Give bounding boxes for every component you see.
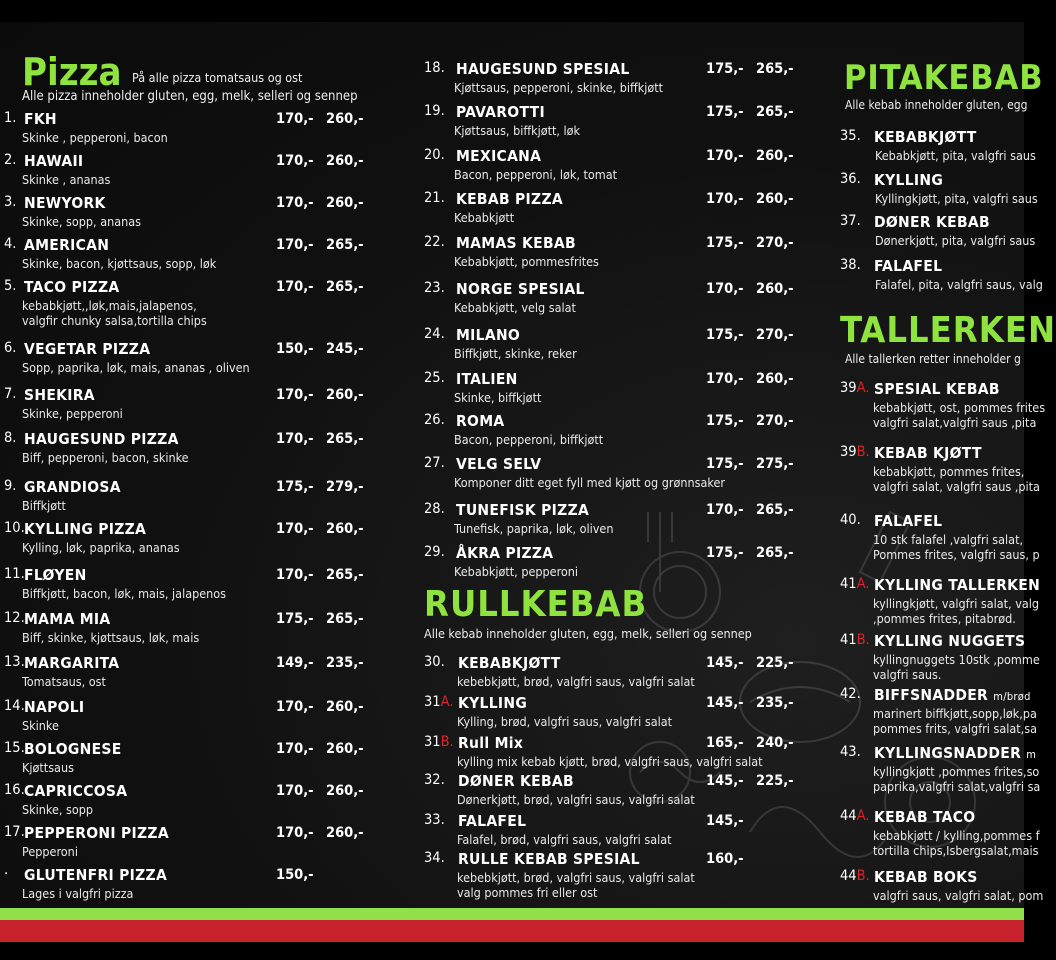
price-small: 170,-: [276, 567, 314, 583]
item-description: Tomatsaus, ost: [22, 674, 106, 689]
pitakebab-title: PITAKEBAB: [844, 58, 1044, 98]
price-large: 225,-: [756, 773, 794, 789]
item-number: 13.: [4, 654, 25, 670]
price-large: 270,-: [756, 235, 794, 251]
price-small: 175,-: [706, 327, 744, 343]
item-description: kyllingkjøtt ,pommes frites,so: [873, 764, 1040, 779]
price-small: 170,-: [706, 148, 744, 164]
item-name: ÅKRA PIZZA: [456, 544, 554, 562]
item-number: 41A.: [840, 576, 870, 592]
price-large: 260,-: [756, 281, 794, 297]
item-number: 15.: [4, 740, 25, 756]
item-name: TUNEFISK PIZZA: [456, 501, 590, 519]
item-number: 11.: [4, 566, 25, 582]
item-number: 3.: [4, 194, 17, 210]
price-large: 260,-: [326, 699, 364, 715]
menu-board: [0, 22, 1056, 908]
item-number-suffix: A.: [856, 808, 870, 824]
menu-item: [840, 686, 1037, 738]
item-number: 31A.: [424, 694, 454, 710]
item-description: kebabkjøtt, pommes frites,: [873, 464, 1025, 479]
item-name: TACO PIZZA: [24, 278, 120, 296]
price-small: 170,-: [276, 111, 314, 127]
price-large: 260,-: [326, 111, 364, 127]
price-small: 145,-: [706, 655, 744, 671]
item-number: 43.: [840, 744, 861, 760]
item-number: 12.: [4, 610, 25, 626]
item-description: kyllingnuggets 10stk ,pomme: [873, 652, 1040, 667]
item-description: Biffkjøtt: [22, 498, 66, 513]
item-description: Bacon, pepperoni, løk, tomat: [454, 167, 618, 182]
item-name: KEBABKJØTT: [874, 128, 977, 146]
item-description: Skinke , pepperoni, bacon: [22, 130, 168, 145]
item-description: Kjøttsaus: [22, 760, 74, 775]
price-small: 170,-: [706, 281, 744, 297]
price-large: 260,-: [326, 195, 364, 211]
rullkebab-allergen-note: Alle kebab inneholder gluten, egg, melk, selleri og sennep: [424, 626, 752, 641]
item-name: MEXICANA: [456, 147, 542, 165]
item-description: Dønerkjøtt, brød, valgfri saus, valgfri salat: [457, 792, 695, 807]
item-description: kebabkjøtt,,løk,mais,jalapenos,: [22, 298, 197, 313]
item-description: kyllingkjøtt, valgfri salat, valg: [873, 596, 1040, 611]
price-large: 235,-: [756, 695, 794, 711]
menu-item: [840, 808, 1040, 860]
item-description: Skinke: [22, 718, 59, 733]
item-number-suffix: A.: [440, 694, 454, 710]
menu-item: [4, 866, 404, 906]
price-large: 260,-: [326, 153, 364, 169]
item-name-note: m: [1026, 748, 1037, 761]
menu-item: [424, 501, 804, 541]
item-name: SPESIAL KEBAB: [874, 380, 1000, 398]
item-number: 6.: [4, 340, 17, 356]
price-large: 279,-: [326, 479, 364, 495]
item-number: 39A.: [840, 380, 870, 396]
item-number: 9.: [4, 478, 17, 494]
menu-item: [424, 772, 804, 812]
price-large: 265,-: [326, 279, 364, 295]
menu-item: [840, 632, 1040, 684]
item-description-line2: paprika,valgfri salat,valgfri sa: [873, 779, 1041, 794]
menu-item: [424, 654, 804, 694]
item-number: 10.: [4, 520, 25, 536]
item-description: Skinke, sopp, ananas: [22, 214, 141, 229]
item-name: BIFFSNADDER m/brød: [874, 686, 1031, 704]
item-description: Kebabkjøtt: [454, 210, 515, 225]
price-small: 175,-: [706, 413, 744, 429]
item-name: FALAFEL: [458, 812, 527, 830]
item-name: MAMA MIA: [24, 610, 111, 628]
price-small: 175,-: [276, 611, 314, 627]
price-small: 170,-: [276, 195, 314, 211]
price-small: 170,-: [276, 783, 314, 799]
pitakebab-allergen-note: Alle kebab inneholder gluten, egg: [845, 98, 1028, 112]
menu-item: [4, 698, 404, 738]
item-description: Kjøttsaus, biffkjøtt, løk: [454, 123, 581, 138]
item-description-line2: valgfri saus.: [873, 667, 942, 682]
item-description: Biffkjøtt, skinke, reker: [454, 346, 577, 361]
menu-item: [840, 257, 1043, 297]
item-name: MAMAS KEBAB: [456, 234, 576, 252]
price-small: 170,-: [276, 237, 314, 253]
item-number: 42.: [840, 686, 861, 702]
item-number: 39B.: [840, 444, 870, 460]
item-name: CAPRICCOSA: [24, 782, 128, 800]
item-number: 26.: [424, 412, 445, 428]
item-name: KEBAB TACO: [874, 808, 976, 826]
item-description-line2: valgfri salat, valgfri saus ,pita: [873, 479, 1040, 494]
item-description: Biff, skinke, kjøttsaus, løk, mais: [22, 630, 200, 645]
price-small: 170,-: [276, 153, 314, 169]
menu-item: [424, 812, 804, 852]
tallerken-title: TALLERKEN: [840, 310, 1056, 351]
menu-item: [4, 110, 404, 150]
item-name: NAPOLI: [24, 698, 85, 716]
item-number: 37.: [840, 213, 861, 229]
item-number: 36.: [840, 171, 861, 187]
price-small: 170,-: [276, 521, 314, 537]
item-number: 23.: [424, 280, 445, 296]
item-number: 17.: [4, 824, 25, 840]
item-description: Kebabkjøtt, pita, valgfri saus: [875, 148, 1036, 163]
menu-item: [4, 520, 404, 560]
item-description: marinert biffkjøtt,sopp,løk,pa: [873, 706, 1037, 721]
top-border: [0, 0, 1024, 22]
pizza-subtitle: På alle pizza tomatsaus og ost: [132, 70, 303, 85]
price-small: 175,-: [276, 479, 314, 495]
item-number: 38.: [840, 257, 861, 273]
menu-item: [4, 740, 404, 780]
price-large: 265,-: [756, 502, 794, 518]
menu-item: [424, 850, 804, 900]
menu-item: [424, 694, 804, 734]
green-stripe: [0, 908, 1024, 920]
item-description: Biff, pepperoni, bacon, skinke: [22, 450, 189, 465]
price-large: 260,-: [756, 191, 794, 207]
item-name: KYLLING: [874, 171, 944, 189]
item-name: FLØYEN: [24, 566, 87, 584]
pizza-allergen-note: Alle pizza inneholder gluten, egg, melk, selleri og sennep: [22, 89, 358, 104]
item-number: 8.: [4, 430, 17, 446]
item-number: 19.: [424, 103, 445, 119]
menu-item: [424, 280, 804, 320]
item-description: Kylling, brød, valgfri saus, valgfri salat: [457, 714, 673, 729]
item-description-line2: valgfir chunky salsa,tortilla chips: [22, 313, 207, 328]
item-description: 10 stk falafel ,valgfri salat,: [873, 532, 1024, 547]
item-description: Kjøttsaus, pepperoni, skinke, biffkjøtt: [454, 80, 664, 95]
item-description: kebabkjøtt, ost, pommes frites: [873, 400, 1046, 415]
price-small: 175,-: [706, 235, 744, 251]
item-name: KEBAB KJØTT: [874, 444, 982, 462]
price-large: 270,-: [756, 413, 794, 429]
price-small: 170,-: [706, 191, 744, 207]
menu-item: [424, 544, 804, 584]
item-description: Sopp, paprika, løk, mais, ananas , oliven: [22, 360, 250, 375]
item-name: KEBAB BOKS: [874, 868, 978, 886]
price-small: 149,-: [276, 655, 314, 671]
item-name: DØNER KEBAB: [874, 213, 990, 231]
item-name: FKH: [24, 110, 57, 128]
item-name: PEPPERONI PIZZA: [24, 824, 169, 842]
price-large: 260,-: [756, 371, 794, 387]
price-large: 275,-: [756, 456, 794, 472]
menu-item: [840, 128, 1036, 168]
price-large: 260,-: [756, 148, 794, 164]
item-description: Skinke, pepperoni: [22, 406, 123, 421]
menu-item: [424, 103, 804, 143]
price-large: 265,-: [326, 567, 364, 583]
menu-item: [424, 60, 804, 100]
item-number: 14.: [4, 698, 25, 714]
item-number: 34.: [424, 850, 445, 866]
item-description: Skinke , ananas: [22, 172, 111, 187]
menu-item: [4, 566, 404, 606]
item-number: 20.: [424, 147, 445, 163]
item-number-suffix: B.: [856, 868, 870, 884]
item-description-line2: ,pommes frites, pitabrød.: [873, 611, 1016, 626]
item-number: 33.: [424, 812, 445, 828]
item-name: Rull Mix: [458, 734, 524, 752]
item-number-suffix: B.: [440, 734, 454, 750]
item-description-line2: tortilla chips,Isbergsalat,mais: [873, 843, 1039, 858]
item-name: ITALIEN: [456, 370, 518, 388]
price-large: 265,-: [756, 61, 794, 77]
menu-item: [840, 444, 1040, 496]
price-small: 170,-: [276, 825, 314, 841]
item-number: ·: [4, 866, 9, 882]
item-name: SHEKIRA: [24, 386, 95, 404]
item-description: Biffkjøtt, bacon, løk, mais, jalapenos: [22, 586, 227, 601]
price-small: 145,-: [706, 813, 744, 829]
price-small: 170,-: [706, 371, 744, 387]
item-number: 44B.: [840, 868, 870, 884]
menu-item: [4, 194, 404, 234]
menu-item: [840, 512, 1040, 564]
item-description: Pepperoni: [22, 844, 78, 859]
item-number: 18.: [424, 60, 445, 76]
price-large: 260,-: [326, 741, 364, 757]
item-name: MARGARITA: [24, 654, 120, 672]
item-description: kebebkjøtt, brød, valgfri saus, valgfri salat: [457, 870, 695, 885]
item-name: HAWAII: [24, 152, 84, 170]
rullkebab-title: RULLKEBAB: [424, 584, 648, 625]
price-large: 270,-: [756, 327, 794, 343]
item-name: NEWYORK: [24, 194, 106, 212]
item-name: AMERICAN: [24, 236, 110, 254]
item-description: Kylling, løk, paprika, ananas: [22, 540, 180, 555]
menu-item: [424, 370, 804, 410]
item-number: 7.: [4, 386, 17, 402]
price-large: 260,-: [326, 783, 364, 799]
item-description-line2: Pommes frites, valgfri saus, p: [873, 547, 1040, 562]
price-large: 245,-: [326, 341, 364, 357]
menu-item: [4, 278, 404, 328]
pizza-title: Pizza: [22, 50, 122, 94]
item-number: 29.: [424, 544, 445, 560]
item-description: Kebabkjøtt, pepperoni: [454, 564, 579, 579]
item-number-suffix: B.: [856, 444, 870, 460]
price-small: 175,-: [706, 104, 744, 120]
menu-item: [424, 190, 804, 230]
price-large: 260,-: [326, 825, 364, 841]
menu-item: [4, 236, 404, 276]
item-number: 5.: [4, 278, 17, 294]
item-name: FALAFEL: [874, 257, 943, 275]
menu-item: [840, 213, 1036, 253]
item-name: KYLLING TALLERKEN: [874, 576, 1041, 594]
price-large: 260,-: [326, 387, 364, 403]
menu-item: [4, 654, 404, 694]
price-small: 170,-: [276, 387, 314, 403]
menu-item: [840, 380, 1046, 432]
item-number: 4.: [4, 236, 17, 252]
item-description: Skinke, sopp: [22, 802, 94, 817]
item-description-line2: valg pommes fri eller ost: [457, 885, 598, 900]
item-description-line2: pommes frits, valgfri salat,sa: [873, 721, 1037, 736]
price-small: 175,-: [706, 61, 744, 77]
menu-item: [4, 152, 404, 192]
item-name: GRANDIOSA: [24, 478, 121, 496]
menu-item: [840, 744, 1041, 796]
menu-item: [424, 412, 804, 452]
item-description: Skinke, bacon, kjøttsaus, sopp, løk: [22, 256, 217, 271]
item-name: DØNER KEBAB: [458, 772, 574, 790]
menu-item: [4, 610, 404, 650]
item-name: RULLE KEBAB SPESIAL: [458, 850, 640, 868]
item-name: ROMA: [456, 412, 505, 430]
item-number: 2.: [4, 152, 17, 168]
item-name: KYLLING PIZZA: [24, 520, 147, 538]
item-description: Skinke, biffkjøtt: [454, 390, 542, 405]
item-name: KEBAB PIZZA: [456, 190, 563, 208]
price-large: 265,-: [326, 237, 364, 253]
item-name: KYLLINGSNADDER m: [874, 744, 1037, 762]
price-small: 170,-: [276, 279, 314, 295]
item-description: kebebkjøtt, brød, valgfri saus, valgfri salat: [457, 674, 695, 689]
item-number: 32.: [424, 772, 445, 788]
price-large: 265,-: [756, 545, 794, 561]
item-name: NORGE SPESIAL: [456, 280, 585, 298]
price-small: 145,-: [706, 773, 744, 789]
item-number: 27.: [424, 455, 445, 471]
menu-item: [840, 576, 1041, 628]
bottom-border: [0, 942, 1024, 960]
item-description: Falafel, pita, valgfri saus, valg: [875, 277, 1043, 292]
price-large: 265,-: [326, 611, 364, 627]
price-small: 170,-: [276, 741, 314, 757]
item-name: BOLOGNESE: [24, 740, 122, 758]
price-small: 170,-: [706, 502, 744, 518]
price-small: 165,-: [706, 735, 744, 751]
menu-item: [424, 234, 804, 274]
menu-item: [4, 386, 404, 426]
price-large: 235,-: [326, 655, 364, 671]
item-name: KEBABKJØTT: [458, 654, 561, 672]
item-description: Lages i valgfri pizza: [22, 886, 134, 901]
menu-item: [4, 430, 404, 470]
item-number: 16.: [4, 782, 25, 798]
item-number-suffix: B.: [856, 632, 870, 648]
item-description-line2: valgfri salat,valgfri saus ,pita: [873, 415, 1037, 430]
item-number: 28.: [424, 501, 445, 517]
price-small: 175,-: [706, 456, 744, 472]
item-description: Bacon, pepperoni, biffkjøtt: [454, 432, 604, 447]
menu-item: [4, 478, 404, 518]
item-description: Komponer ditt eget fyll med kjøtt og grønnsaker: [454, 475, 726, 490]
item-name: FALAFEL: [874, 512, 943, 530]
menu-item: [424, 734, 804, 774]
item-number: 21.: [424, 190, 445, 206]
item-name: MILANO: [456, 326, 521, 344]
menu-item: [840, 171, 1038, 211]
item-description: Dønerkjøtt, pita, valgfri saus: [875, 233, 1036, 248]
menu-item: [4, 824, 404, 864]
item-number-suffix: A.: [856, 576, 870, 592]
item-number: 31B.: [424, 734, 454, 750]
menu-item: [424, 326, 804, 366]
price-large: 225,-: [756, 655, 794, 671]
item-name: HAUGESUND PIZZA: [24, 430, 179, 448]
item-description: Kebabkjøtt, velg salat: [454, 300, 576, 315]
item-name: PAVAROTTI: [456, 103, 545, 121]
item-description: Kyllingkjøtt, pita, valgfri saus: [875, 191, 1038, 206]
item-number: 44A.: [840, 808, 870, 824]
price-large: 265,-: [326, 431, 364, 447]
item-number: 30.: [424, 654, 445, 670]
item-description: Kebabkjøtt, pommesfrites: [454, 254, 599, 269]
price-large: 260,-: [326, 521, 364, 537]
item-description: kebabkjøtt / kylling,pommes f: [873, 828, 1040, 843]
item-description: Falafel, brød, valgfri saus, valgfri salat: [457, 832, 672, 847]
menu-item: [4, 340, 404, 380]
price-small: 160,-: [706, 851, 744, 867]
item-number: 25.: [424, 370, 445, 386]
item-description: Tunefisk, paprika, løk, oliven: [454, 521, 614, 536]
item-number: 1.: [4, 110, 17, 126]
menu-item: [424, 147, 804, 187]
price-small: 150,-: [276, 341, 314, 357]
item-number: 40.: [840, 512, 861, 528]
tallerken-allergen-note: Alle tallerken retter inneholder g: [845, 352, 1021, 366]
item-name: HAUGESUND SPESIAL: [456, 60, 630, 78]
price-large: 265,-: [756, 104, 794, 120]
item-name: VEGETAR PIZZA: [24, 340, 151, 358]
item-name: KYLLING: [458, 694, 528, 712]
item-number: 41B.: [840, 632, 870, 648]
price-small: 170,-: [276, 699, 314, 715]
price-large: 240,-: [756, 735, 794, 751]
item-number: 35.: [840, 128, 861, 144]
item-number: 22.: [424, 234, 445, 250]
item-description: valgfri saus, valgfri salat, pom: [873, 888, 1044, 903]
item-description: kylling mix kebab kjøtt, brød, valgfri saus, valgfri salat: [457, 754, 763, 769]
item-name-note: m/brød: [993, 690, 1031, 703]
menu-item: [4, 782, 404, 822]
item-number-suffix: A.: [856, 380, 870, 396]
price-small: 145,-: [706, 695, 744, 711]
item-number: 24.: [424, 326, 445, 342]
price-small: 150,-: [276, 867, 314, 883]
menu-item: [424, 455, 804, 495]
item-name: VELG SELV: [456, 455, 542, 473]
red-stripe: [0, 920, 1024, 942]
price-small: 170,-: [276, 431, 314, 447]
item-name: KYLLING NUGGETS: [874, 632, 1026, 650]
item-name: GLUTENFRI PIZZA: [24, 866, 168, 884]
price-small: 175,-: [706, 545, 744, 561]
